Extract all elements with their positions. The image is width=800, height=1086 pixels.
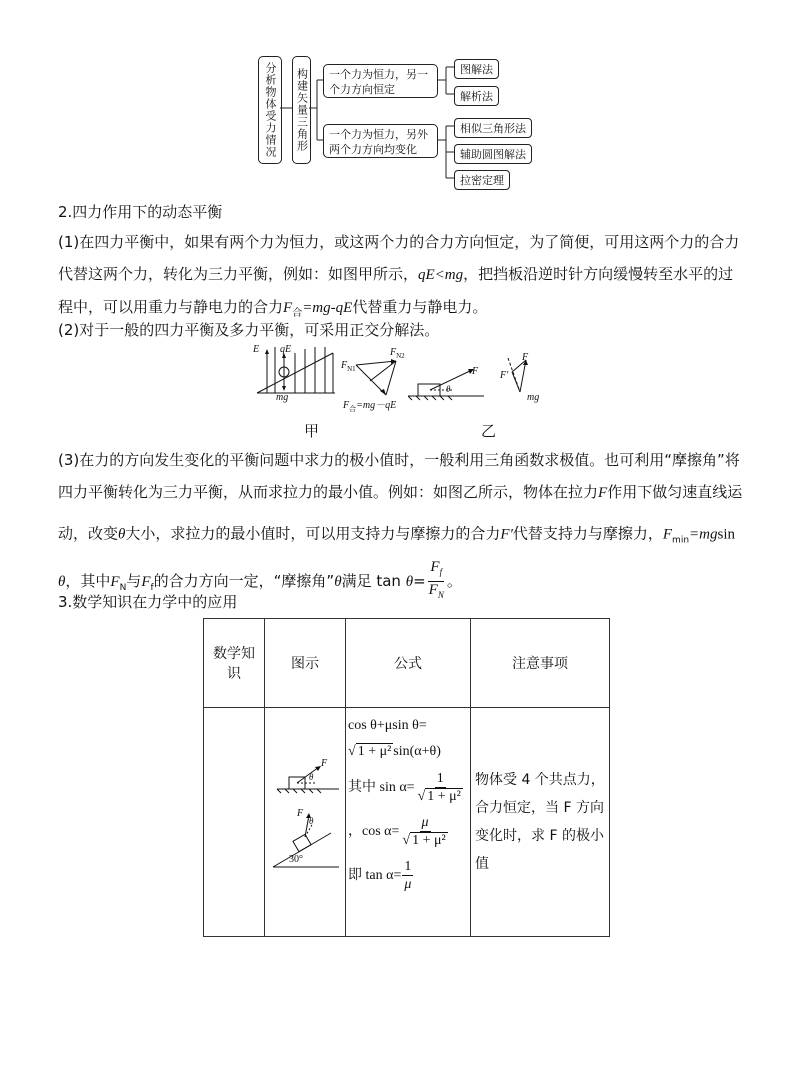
p1-F: F [283, 300, 293, 316]
formula-line-2: √ 1 + μ² sin(α+θ) [348, 744, 441, 759]
formula-line-5: 即 tan α= $\frac{1}{\mu}$ [348, 859, 412, 893]
section-2-heading: 2.四力作用下的动态平衡 [58, 203, 223, 221]
mindmap-root: 分析物体受力情况 [258, 56, 282, 164]
table-row [204, 708, 610, 937]
label-FN2: $F_{N2}$ [390, 347, 405, 360]
p3-Fmin-sub: min [672, 535, 690, 546]
p3-min-expr: =mg [689, 526, 718, 543]
label-F-yi: F [472, 366, 479, 377]
p3-theta-3: θ [334, 574, 342, 590]
fig-angle-30: 30° [289, 854, 303, 865]
fig-theta-bottom: θ [309, 816, 314, 826]
p1-expr: =mg-qE [302, 300, 353, 316]
formula-line-3: 其中 sin α= $\frac{1}{\text{√ 1 + μ²}}$ [348, 771, 461, 805]
label-theta-yi: θ [446, 384, 451, 394]
fig-F-top: F [321, 758, 328, 769]
label-qE: qE [280, 344, 292, 355]
caption-yi: 乙 [481, 422, 497, 440]
section-2-paragraph-3 [58, 444, 748, 604]
mindmap-mid: 构建矢量三角形 [292, 56, 311, 164]
label-mg: mg [276, 392, 289, 403]
fig-F-bottom: F [297, 808, 304, 819]
mindmap-leaf-1: 图解法 [454, 59, 499, 79]
p3-eq: = [413, 572, 426, 590]
table-header-row [204, 619, 610, 708]
p3-text-a: (3)在力的方向发生变化的平衡问题中求力的极小值时，一般利用三角函数求极值。也可利用“摩擦角”将四力平衡转化为三力平衡，从而求拉力的最小值。例如：如图乙所示，物体在拉力 [58, 451, 740, 501]
p1-text-c: 代替重力与静电力。 [352, 298, 488, 316]
math-table [203, 618, 610, 937]
header-figure: 图示 [265, 619, 346, 708]
header-notes: 注意事项 [471, 619, 610, 708]
p3-end: 。 [446, 572, 462, 590]
mindmap-branch-2: 一个力为恒力，另外两个力方向均变化 [323, 124, 438, 158]
mindmap-leaf-4: 辅助圆图解法 [454, 144, 532, 164]
p3-text-f: 与 [126, 572, 142, 590]
p3-Ff-sub: f [150, 583, 154, 593]
figure-yi [408, 352, 558, 412]
p3-text-h: 满足 tan [341, 572, 406, 590]
p3-F: F [598, 485, 608, 501]
header-formula: 公式 [346, 619, 471, 708]
p1-text-a: (1)在四力平衡中，如果有两个力为恒力，或这两个力的合力方向恒定，为了简便，可用这两个力的合力代替这两个力，转化为三力平衡，例如：如图甲所示， [58, 233, 740, 283]
label-E: E [253, 344, 260, 355]
header-math: 数学知识 [204, 619, 265, 708]
label-FN1: $F_{N1}$ [341, 360, 356, 373]
mindmap-leaf-3: 相似三角形法 [454, 118, 532, 138]
cell-formula [346, 708, 471, 937]
p3-FN: F [110, 574, 120, 590]
label-Fprime: F′ [500, 370, 509, 381]
p3-text-g: 的合力方向一定，“摩擦角” [153, 572, 335, 590]
cell-empty [204, 708, 265, 937]
formula-line-4: ，cos α= $\frac{\mu}{\text{√ 1 + μ²}}$ [348, 815, 446, 849]
p3-text-e: ，其中 [65, 572, 111, 590]
p1-text-b: ，把挡板沿逆时针方向缓慢转至水平的过程中，可以用重力与静电力的合力 [58, 265, 734, 316]
p3-theta-4: θ [405, 574, 414, 590]
mindmap-leaf-5: 拉密定理 [454, 170, 510, 190]
p3-Ff: F [141, 574, 151, 590]
p3-fraction: $\frac{F_f}{F_N}$ [428, 559, 444, 600]
cell-note: 物体受 4 个共点力，合力恒定，当 F 方向变化时，求 F 的极小值 [471, 708, 610, 937]
p3-Fmin: F [662, 526, 673, 543]
label-mg-yi: mg [527, 392, 540, 403]
p1-condition: qE<mg [418, 267, 464, 283]
table-figure [265, 709, 343, 935]
section-2-paragraph-2: (2)对于一般的四力平衡及多力平衡，可采用正交分解法。 [58, 321, 440, 339]
formula-line-1: cos θ+μsin θ= [348, 718, 427, 733]
section-3-heading: 3.数学知识在力学中的应用 [58, 593, 238, 611]
mindmap-leaf-2: 解析法 [454, 86, 499, 106]
mindmap-branch-1: 一个力为恒力，另一个力方向恒定 [323, 64, 438, 98]
caption-jia: 甲 [304, 422, 320, 440]
p3-theta: θ [118, 526, 126, 543]
p3-text-c: 大小，求拉力的最小值时，可以用支持力与摩擦力的合力 [125, 524, 501, 543]
cell-figure [265, 708, 346, 937]
p3-Fprime: F′ [500, 526, 513, 543]
p1-F-sub: 合 [292, 308, 303, 319]
label-F2-yi: F [522, 352, 529, 363]
p3-FN-sub: N [119, 583, 127, 593]
p3-sin: sin [717, 526, 736, 543]
p3-theta-2: θ [58, 574, 66, 590]
p3-text-b: 作用下做匀速直线运动，改变 [58, 483, 743, 543]
p3-text-d: 代替支持力与摩擦力， [512, 524, 663, 543]
label-Fhe: $F_合=mg-qE$ [343, 400, 397, 413]
fig-theta-top: θ [309, 772, 314, 782]
